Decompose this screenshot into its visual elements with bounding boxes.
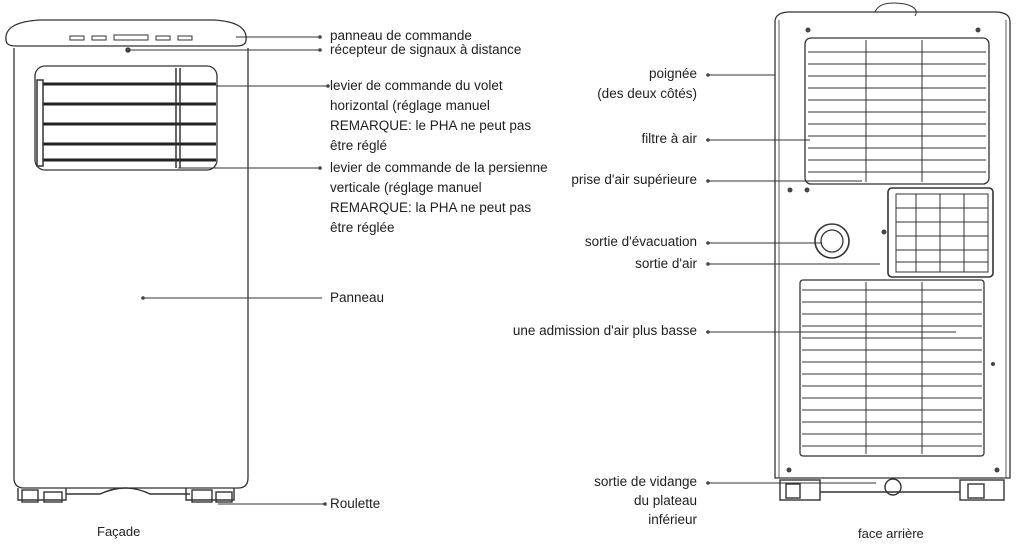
label-remote-receiver: récepteur de signaux à distance <box>330 42 522 57</box>
label-drain-line-2: du plateau <box>633 493 697 508</box>
upper-grille-slats <box>808 40 986 182</box>
label-air-filter: filtre à air <box>641 131 697 146</box>
label-control-panel: panneau de commande <box>330 28 472 43</box>
label-drain-line-1: sortie de vidange <box>594 474 697 489</box>
label-caster: Roulette <box>330 496 381 511</box>
label-vertical-louver: levier de commande de la persienne verticale (réglage manuel REMARQUE: la PHA ne peut pas être réglée <box>330 160 548 235</box>
label-upper-air-intake: prise d'air supérieure <box>571 172 697 187</box>
front-top-cap <box>6 20 246 46</box>
back-body <box>775 12 1010 478</box>
back-unit <box>775 3 1010 500</box>
label-air-outlet: sortie d'air <box>635 256 697 271</box>
caption-back: face arrière <box>858 526 924 541</box>
front-air-outlet <box>35 66 217 170</box>
front-base <box>18 488 234 502</box>
upper-air-filter-grille <box>805 38 989 184</box>
air-outlet-grid <box>896 194 988 272</box>
lower-grille-slats <box>802 282 982 454</box>
label-drain-line-3: inférieur <box>648 512 697 527</box>
control-panel-buttons <box>70 35 192 40</box>
label-exhaust-outlet: sortie d'évacuation <box>584 234 697 249</box>
label-handle-note: (des deux côtés) <box>597 86 697 101</box>
back-base <box>780 479 1004 500</box>
lower-air-intake-grille <box>800 280 984 456</box>
front-body <box>14 48 248 488</box>
label-handle: poignée <box>648 66 697 81</box>
label-horizontal-louver: levier de commande du volet horizontal (réglage manuel REMARQUE: le PHA ne peut pas être réglé <box>330 78 532 153</box>
label-lower-air-intake: une admission d'air plus basse <box>512 323 697 338</box>
caption-front: Façade <box>97 524 141 539</box>
front-unit <box>6 20 248 502</box>
exhaust-outlet <box>815 224 849 258</box>
label-panel: Panneau <box>330 290 385 305</box>
horizontal-louvers <box>40 84 216 160</box>
back-top-handle <box>875 3 916 16</box>
